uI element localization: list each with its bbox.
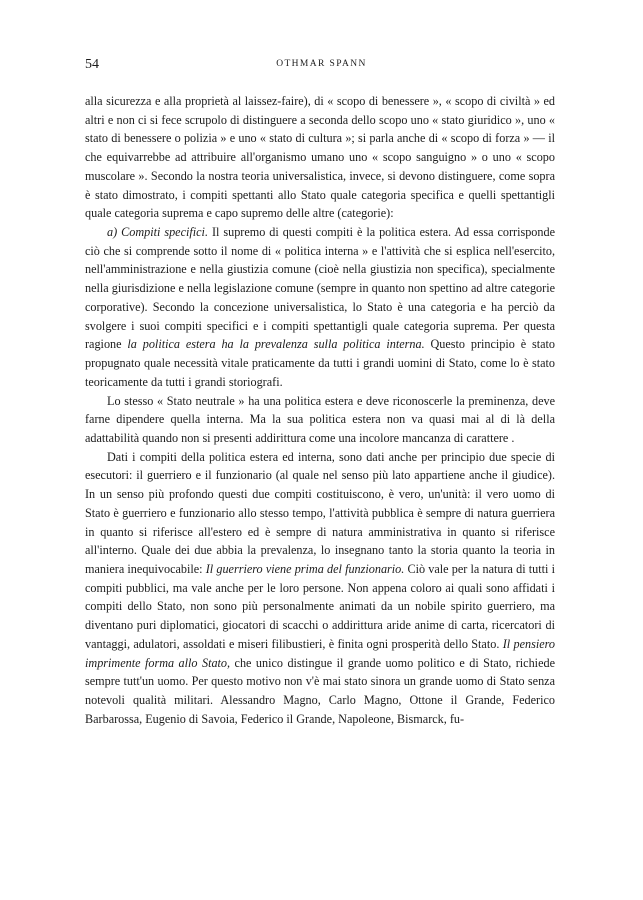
paragraph-3: Lo stesso « Stato neutrale » ha una politica estera e deve riconoscerle la preminenza, deve farne dipendere quella interna. Ma la sua politica estera non va quasi mai al di là della adattabilità quando non si presenti addirittura come una incolore mancanza di carattere . xyxy=(85,393,555,445)
paragraph-4-text-c: che unico distingue il grande uomo politico e di Stato, richiede sempre tutt'un uomo. Per questo motivo non v'è mai stato sinora un grande uomo di Stato senza notevoli qualità militari. Alessandro Magno, Carlo Magno, Ottone il Grande, Federico Barbarossa, Eugenio di Savoia, Federico il Grande, Napoleone, Bismarck, fu- xyxy=(85,655,555,726)
paragraph-4-text-b: Ciò vale per la natura di tutti i compiti pubblici, ma vale anche per le loro persone. Non appena coloro ai quali sono affidati i compiti dello Stato, non sono più personalmente animati da un nobile spirito guerriero, ma diventano puri diplomatici, giocatori di scacchi o addirittura aride anime di carta, ricercatori di vantaggi, adulatori, assoldati e miseri filibustieri, è finita ogni prosperità dello Stato. xyxy=(85,561,555,651)
page-header xyxy=(0,57,643,77)
section-label: a) Compiti specifici. xyxy=(107,225,208,240)
paragraph-2-emphasis: la politica estera ha la prevalenza sulla politica interna. xyxy=(127,337,425,352)
paragraph-2 xyxy=(85,223,555,391)
paragraph-4-emphasis-1: Il guerriero viene prima del funzionario. xyxy=(205,561,405,576)
body-text xyxy=(85,92,555,728)
paragraph-1: alla sicurezza e alla proprietà al laissez-faire), di « scopo di benessere », « scopo di civiltà » ed altri e non ci si fece scrupolo di distinguere a seconda dello scopo uno « stato giuridico », uno « stato di benessere o polizia » e uno « stato di cultura »; si parla anche di « scopo di forza » — il che equivarrebbe ad attribuire all'organismo umano uno « scopo sanguigno » o uno « scopo muscolare ». Secondo la nostra teoria universalistica, invece, si devono distinguere, come sopra è stato dimostrato, i compiti spettanti allo Stato quale categoria specifica e quelli spettantigli quale categoria suprema e capo supremo delle altre (categorie): xyxy=(85,94,555,221)
paragraph-4-emphasis-2: Il pensiero imprimente forma allo Stato, xyxy=(85,636,555,670)
page-number: 54 xyxy=(85,57,99,72)
paragraph-4 xyxy=(85,448,555,729)
paragraph-2-text-a: Il supremo di questi compiti è la politica estera. Ad essa corrisponde ciò che si comprende sotto il nome di « politica interna » e l'attività che si esplica nell'esercito, nell'amministrazione e nella giustizia comune (cioè nella giustizia non specifica), specialmente nella giurisdizione e nella legislazione comune (sempre in quanto non spettino ad altre categorie corporative). Secondo la concezione universalistica, lo Stato è una categoria e ha perciò da svolgere i suoi compiti specifici e i compiti spettantigli quale categoria suprema. Per questa ragione xyxy=(85,225,555,352)
paragraph-2-text-b: Questo principio è stato propugnato quale necessità vitale praticamente da tutti i grandi uomini di Stato, come lo è stato teoricamente da tutti i grandi storiografi. xyxy=(85,337,555,389)
running-head: OTHMAR SPANN xyxy=(276,59,367,69)
paragraph-4-text-a: Dati i compiti della politica estera ed interna, sono dati anche per principio due specie di esecutori: il guerriero e il funzionario (al quale nel senso più lato appartiene anche il giudice). In un senso più profondo questi due compiti costituiscono, è vero, un'unità: il vero uomo di Stato è guerriero e funzionario allo stesso tempo, l'attività pubblica è sempre di natura guerriera in quanto si riferisce all'estero ed è sempre di natura amministrativa in quanto si riferisce all'interno. Quale dei due abbia la prevalenza, lo insegnano tanto la storia quanto la teoria in maniera inequivocabile: xyxy=(85,449,555,576)
